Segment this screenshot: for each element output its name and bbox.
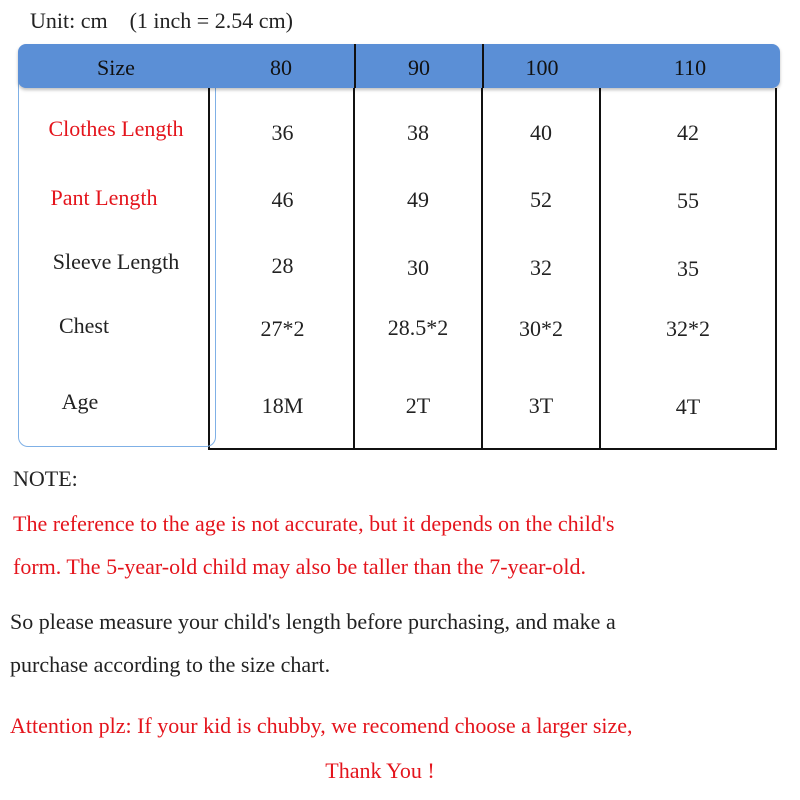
header-divider [482, 44, 484, 88]
note-line: The reference to the age is not accurate, but it depends on the child's [13, 511, 615, 536]
table-cell: 36 [271, 120, 294, 145]
header-divider [354, 44, 356, 88]
table-cell: 40 [530, 120, 552, 145]
note-heading: NOTE: [13, 466, 78, 491]
row-label-sleeve-length: Sleeve Length [52, 249, 180, 274]
table-cell: 30*2 [519, 316, 563, 341]
header-size-80: 80 [270, 55, 292, 80]
attention-line: Attention plz: If your kid is chubby, we recomend choose a larger size, [10, 713, 633, 738]
table-cell: 30 [407, 255, 429, 280]
table-cell: 18M [261, 393, 304, 418]
row-label-clothes-length: Clothes Length [48, 116, 184, 141]
table-cell: 49 [407, 187, 429, 212]
table-cell: 32*2 [666, 316, 710, 341]
table-cell: 38 [407, 120, 429, 145]
table-cell: 32 [530, 255, 552, 280]
row-label-pant-length: Pant Length [50, 185, 158, 210]
grid-bottom-line [208, 448, 777, 450]
row-label-chest: Chest [58, 313, 110, 338]
table-cell: 35 [677, 256, 699, 281]
table-cell: 4T [675, 394, 701, 419]
table-cell: 52 [530, 187, 552, 212]
table-cell: 28.5*2 [387, 315, 449, 340]
table-cell: 28 [271, 253, 294, 278]
header-size-110: 110 [673, 55, 707, 80]
table-cell: 2T [405, 393, 431, 418]
table-cell: 3T [528, 393, 554, 418]
table-cell: 42 [677, 120, 699, 145]
table-cell: 55 [677, 188, 699, 213]
note-line: purchase according to the size chart. [10, 652, 331, 677]
note-line: So please measure your child's length before purchasing, and make a [10, 609, 616, 634]
note-line: form. The 5-year-old child may also be taller than the 7-year-old. [13, 554, 586, 579]
unit-note: Unit: cm (1 inch = 2.54 cm) [30, 8, 293, 33]
row-label-age: Age [61, 389, 99, 414]
header-size-90: 90 [408, 55, 430, 80]
table-cell: 27*2 [260, 316, 305, 341]
header-size-100: 100 [525, 55, 559, 80]
grid-line [775, 88, 777, 450]
thank-you-text: Thank You ! [325, 758, 435, 783]
header-size-label: Size [97, 55, 135, 80]
size-header-bar [18, 44, 780, 88]
table-cell: 46 [271, 187, 294, 212]
